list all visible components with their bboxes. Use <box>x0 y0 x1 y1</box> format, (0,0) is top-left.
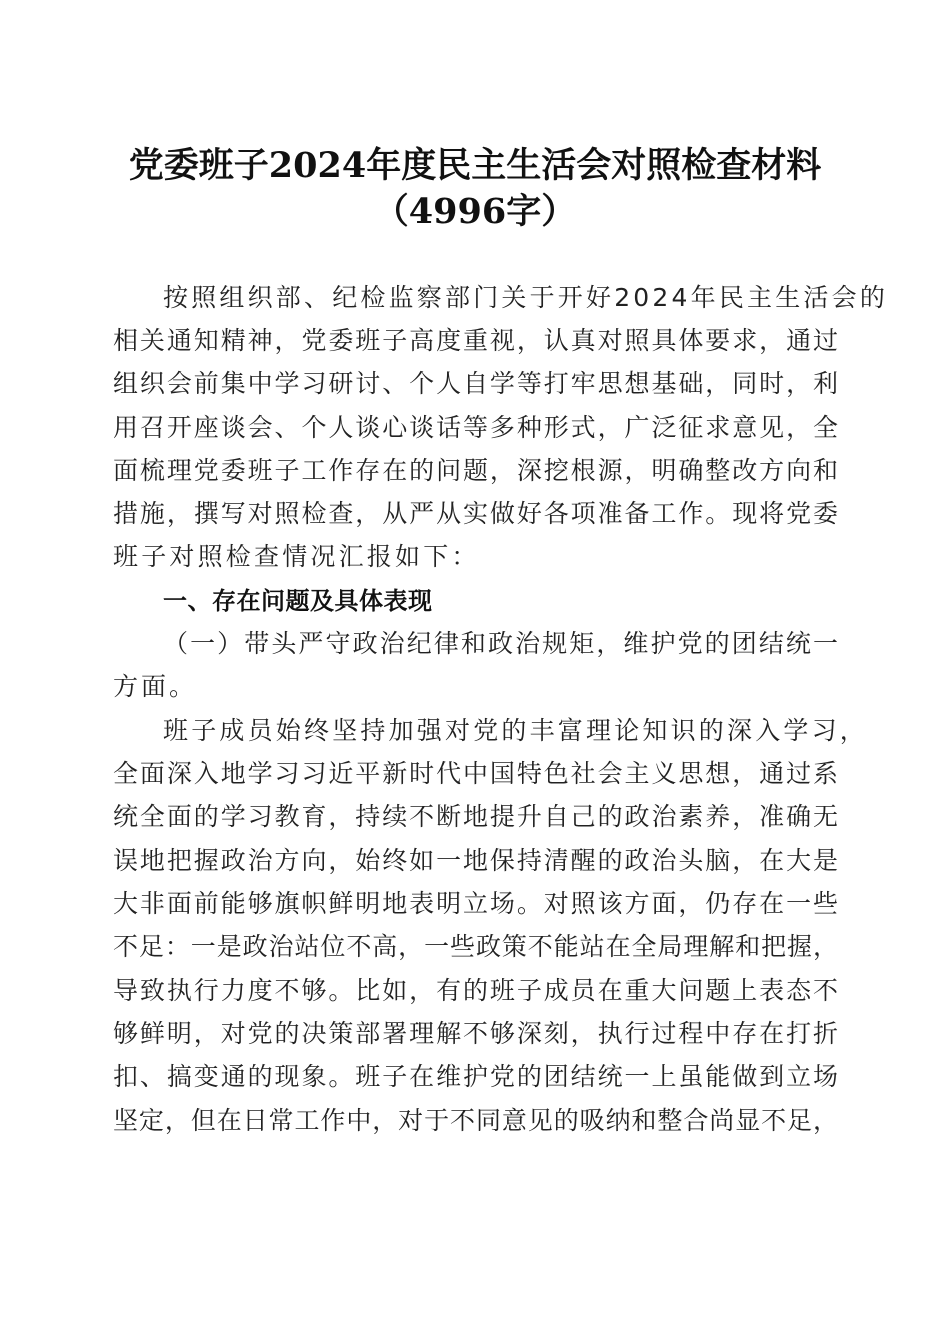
document-title-wordcount: （4996字） <box>373 191 577 232</box>
body-paragraph-line: 统全面的学习教育，持续不断地提升自己的政治素养，准确无 <box>113 802 838 831</box>
body-paragraph-line: 大非面前能够旗帜鲜明地表明立场。对照该方面，仍存在一些 <box>113 889 838 918</box>
subsection-heading: （一）带头严守政治纪律和政治规矩，维护党的团结统一 <box>163 629 838 658</box>
intro-paragraph-line: 组织会前集中学习研讨、个人自学等打牢思想基础，同时，利 <box>113 369 838 398</box>
document-title: 党委班子2024年度民主生活会对照检查材料 <box>128 145 822 186</box>
intro-paragraph-line: 按照组织部、纪检监察部门关于开好2024年民主生活会的 <box>163 283 889 312</box>
intro-paragraph-line: 相关通知精神，党委班子高度重视，认真对照具体要求，通过 <box>113 326 838 355</box>
subsection-heading-continued: 方面。 <box>113 672 198 701</box>
body-paragraph-line: 误地把握政治方向，始终如一地保持清醒的政治头脑，在大是 <box>113 846 838 875</box>
body-paragraph-line: 班子成员始终坚持加强对党的丰富理论知识的深入学习， <box>163 716 869 745</box>
section-heading-1: 一、存在问题及具体表现 <box>163 587 433 615</box>
body-paragraph-line: 扣、搞变通的现象。班子在维护党的团结统一上虽能做到立场 <box>113 1062 838 1091</box>
intro-paragraph-line: 面梳理党委班子工作存在的问题，深挖根源，明确整改方向和 <box>113 456 838 485</box>
intro-paragraph-line: 措施，撰写对照检查，从严从实做好各项准备工作。现将党委 <box>113 499 838 528</box>
intro-paragraph-line: 用召开座谈会、个人谈心谈话等多种形式，广泛征求意见，全 <box>113 413 838 442</box>
body-paragraph-line: 坚定，但在日常工作中，对于不同意见的吸纳和整合尚显不足， <box>113 1106 838 1135</box>
body-paragraph-line: 够鲜明，对党的决策部署理解不够深刻，执行过程中存在打折 <box>113 1019 838 1048</box>
body-paragraph-line: 不足：一是政治站位不高，一些政策不能站在全局理解和把握， <box>113 932 838 961</box>
intro-paragraph-line: 班子对照检查情况汇报如下： <box>113 542 480 571</box>
body-paragraph-line: 全面深入地学习习近平新时代中国特色社会主义思想，通过系 <box>113 759 838 788</box>
body-paragraph-line: 导致执行力度不够。比如，有的班子成员在重大问题上表态不 <box>113 976 838 1005</box>
